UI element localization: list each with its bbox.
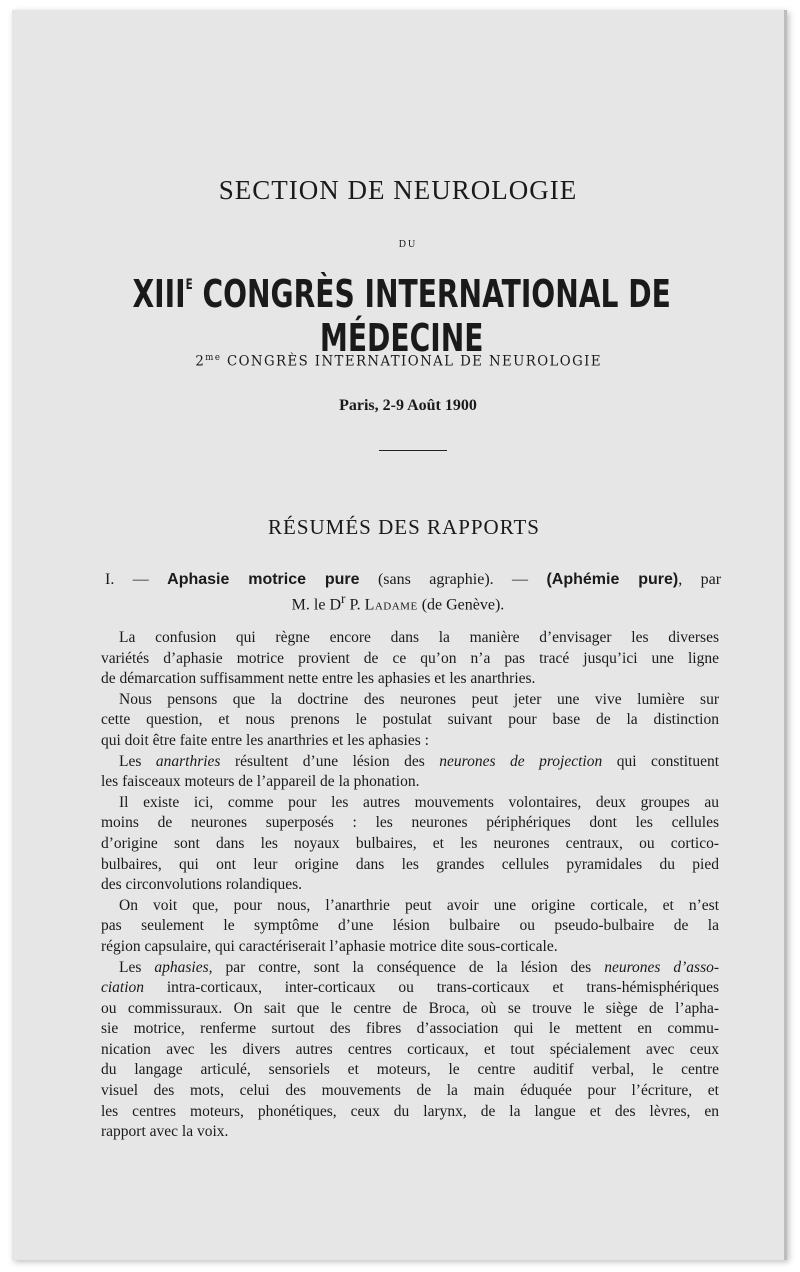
report-par: , par [678, 571, 722, 588]
body-line: variétés d’aphasie motrice provient de ce qu’on n’a pas tracé jusqu’ici une ligne [101, 649, 719, 667]
report-dash: — [512, 571, 529, 588]
body-line: les centres moteurs, phonétiques, ceux du larynx, de la langue et des lèvres, en [101, 1102, 719, 1120]
body-line: moins de neurones superposés : les neurones périphériques dont les cellules [101, 814, 719, 832]
body-word: Les [119, 958, 142, 976]
body-italic: neurones d’asso- [604, 958, 720, 976]
author-prefix: M. le D [291, 596, 341, 614]
body-line [101, 958, 719, 979]
body-word: Les [119, 752, 142, 770]
report-heading [105, 570, 721, 590]
body-line: ou commissuraux. On sait que le centre de Broca, où se trouve le siège de l’apha- [101, 999, 719, 1017]
body-word: par contre, sont la conséquence de la lésion des [225, 958, 592, 976]
second-congress [32, 353, 765, 370]
body-line: qui doit être faite entre les anarthries et les aphasies : [101, 731, 429, 749]
body-line: On voit que, pour nous, l’anarthrie peut avoir une origine corticale, et n’est [119, 896, 719, 914]
body-line: bulbaires, qui ont leur origine dans les grandes cellules pyramidales du pied [101, 855, 719, 873]
author-initial: P. [349, 596, 361, 614]
body-word: résultent d’une lésion des [234, 752, 425, 770]
body-line: Il existe ici, comme pour les autres mouvements volontaires, deux groupes au [119, 793, 719, 811]
body-line: La confusion qui règne encore dans la manière d’envisager les diverses [119, 629, 719, 646]
body-line: rapport avec la voix. [101, 1123, 229, 1141]
body-line [101, 978, 719, 999]
body-line: des circonvolutions rolandiques. [101, 876, 303, 894]
second-title: CONGRÈS INTERNATIONAL DE NEUROLOGIE [226, 353, 603, 370]
second-sup: me [205, 353, 222, 363]
summary-title: RÉSUMÉS DES RAPPORTS [268, 515, 540, 539]
congress-sup: E [185, 277, 193, 293]
report-title-2: (Aphémie pure) [546, 571, 679, 588]
scanned-page [12, 10, 787, 1260]
second-num: 2 [195, 353, 206, 370]
body-italic: aphasies, [154, 958, 213, 976]
congress-roman: XIII [132, 272, 186, 316]
body-line: du langage articulé, sensoriels et moteurs, le centre auditif verbal, le centre [101, 1061, 719, 1079]
du-label: DU [398, 239, 418, 250]
place-date: Paris, 2-9 Août 1900 [339, 397, 477, 414]
body-line: d’origine sont dans les noyaux bulbaires, et les neurones centraux, ou cortico- [101, 834, 719, 852]
body-line: de démarcation suffisamment nette entre les aphasies et les anarthries. [101, 670, 536, 688]
body-line: sie motrice, renferme surtout des fibres d’association qui le mettent en commu- [101, 1020, 719, 1038]
report-number: I. — [105, 571, 149, 588]
body-word: qui constituent [616, 752, 720, 770]
body-line: région capsulaire, qui caractériserait l’aphasie motrice dite sous-corticale. [101, 937, 558, 955]
section-title: SECTION DE NEUROLOGIE [218, 175, 578, 205]
divider [379, 450, 447, 451]
body-word: intra-corticaux, inter-corticaux ou trans-corticaux et trans-hémisphériques [166, 979, 719, 997]
body-text [101, 628, 719, 1143]
body-line: nication avec les divers autres centres corticaux, et tout spécialement avec ceux [101, 1040, 719, 1058]
body-italic: neurones de projection [439, 752, 603, 770]
body-italic: ciation [101, 979, 145, 997]
body-line: visuel des mots, celui des mouvements de la main éduquée pour l’écriture, et [101, 1082, 719, 1100]
body-line: cette question, et nous prenons le postulat suivant pour base de la distinction [101, 711, 719, 729]
report-title-paren: (sans agraphie). [377, 571, 494, 588]
author-place: (de Genève). [421, 596, 505, 614]
body-line: Nous pensons que la doctrine des neurones peut jeter une vive lumière sur [119, 690, 719, 708]
body-line [101, 752, 719, 773]
report-title-1: Aphasie motrice pure [167, 571, 360, 588]
author-name: Ladame [364, 596, 418, 614]
congress-title-text: CONGRÈS INTERNATIONAL DE MÉDECINE [202, 272, 671, 360]
congress-title [116, 272, 687, 360]
author-sup: r [341, 591, 346, 606]
body-line: les faisceaux moteurs de l’appareil de la phonation. [101, 773, 420, 791]
body-italic: anarthries [155, 752, 221, 770]
report-author [12, 591, 784, 614]
body-line: pas seulement le symptôme d’une lésion bulbaire ou pseudo-bulbaire de la [101, 917, 719, 935]
